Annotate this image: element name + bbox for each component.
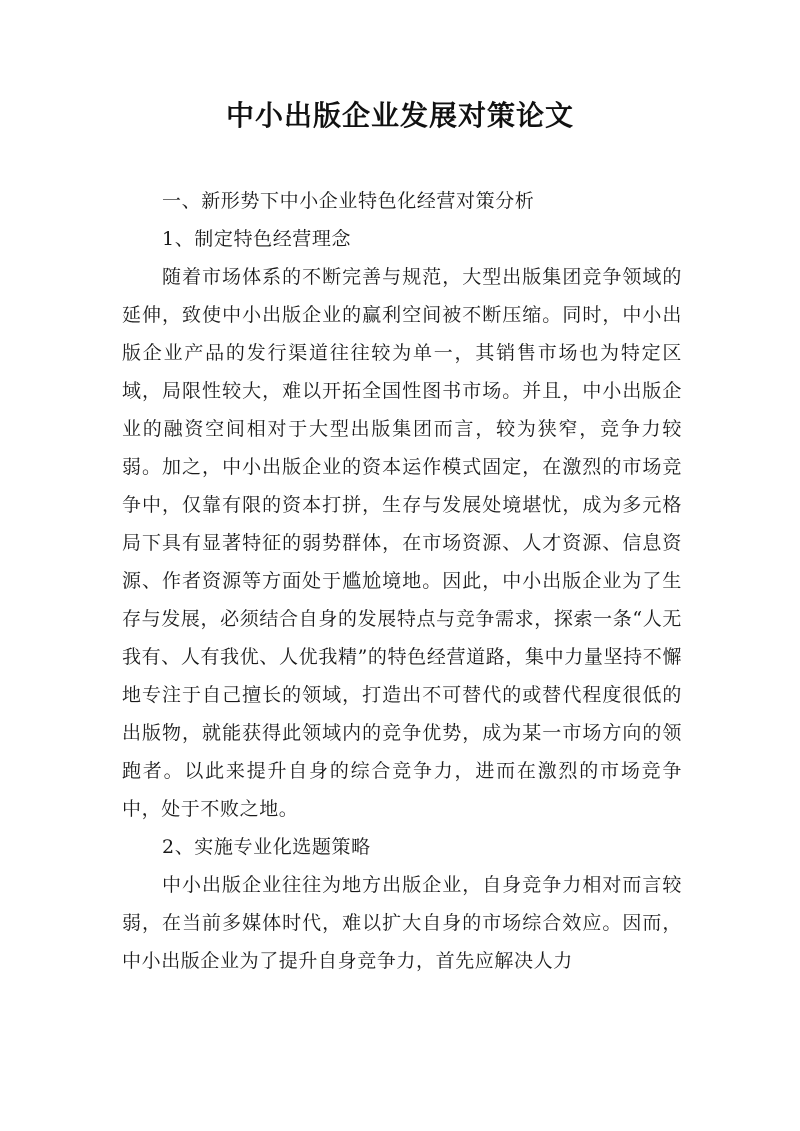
paragraph-2: 中小出版企业往往为地方出版企业，自身竞争力相对而言较弱，在当前多媒体时代，难以扩大自身的市场综合效应。因而，中小出版企业为了提升自身竞争力，首先应解决人力	[122, 874, 682, 972]
subsection-heading-2: 2、实施专业化选题策略	[162, 836, 371, 858]
paragraph-1: 随着市场体系的不断完善与规范，大型出版集团竞争领域的延伸，致使中小出版企业的赢利空间被不断压缩。同时，中小出版企业产品的发行渠道往往较为单一，其销售市场也为特定区域，局限性较大，难以开拓全国性图书市场。并且，中小出版企业的融资空间相对于大型出版集团而言，较为狭窄，竞争力较弱。加之，中小出版企业的资本运作模式固定，在激烈的市场竞争中，仅靠有限的资本打拼，生存与发展处境堪忧，成为多元格局下具有显著特征的弱势群体，在市场资源、人才资源、信息资源、作者资源等方面处于尴尬境地。因此，中小出版企业为了生存与发展，必须结合自身的发展特点与竞争需求，探索一条“人无我有、人有我优、人优我精”的特色经营道路，集中力量坚持不懈地专注于自己擅长的领域，打造出不可替代的或替代程度很低的出版物，就能获得此领域内的竞争优势，成为某一市场方向的领跑者。以此来提升自身的综合竞争力，进而在激烈的市场竞争中，处于不败之地。	[122, 266, 682, 820]
document-body	[122, 182, 682, 980]
subsection-heading-1: 1、制定特色经营理念	[162, 228, 352, 250]
document-title: 中小出版企业发展对策论文	[225, 99, 574, 132]
section-heading: 一、新形势下中小企业特色化经营对策分析	[162, 190, 535, 212]
